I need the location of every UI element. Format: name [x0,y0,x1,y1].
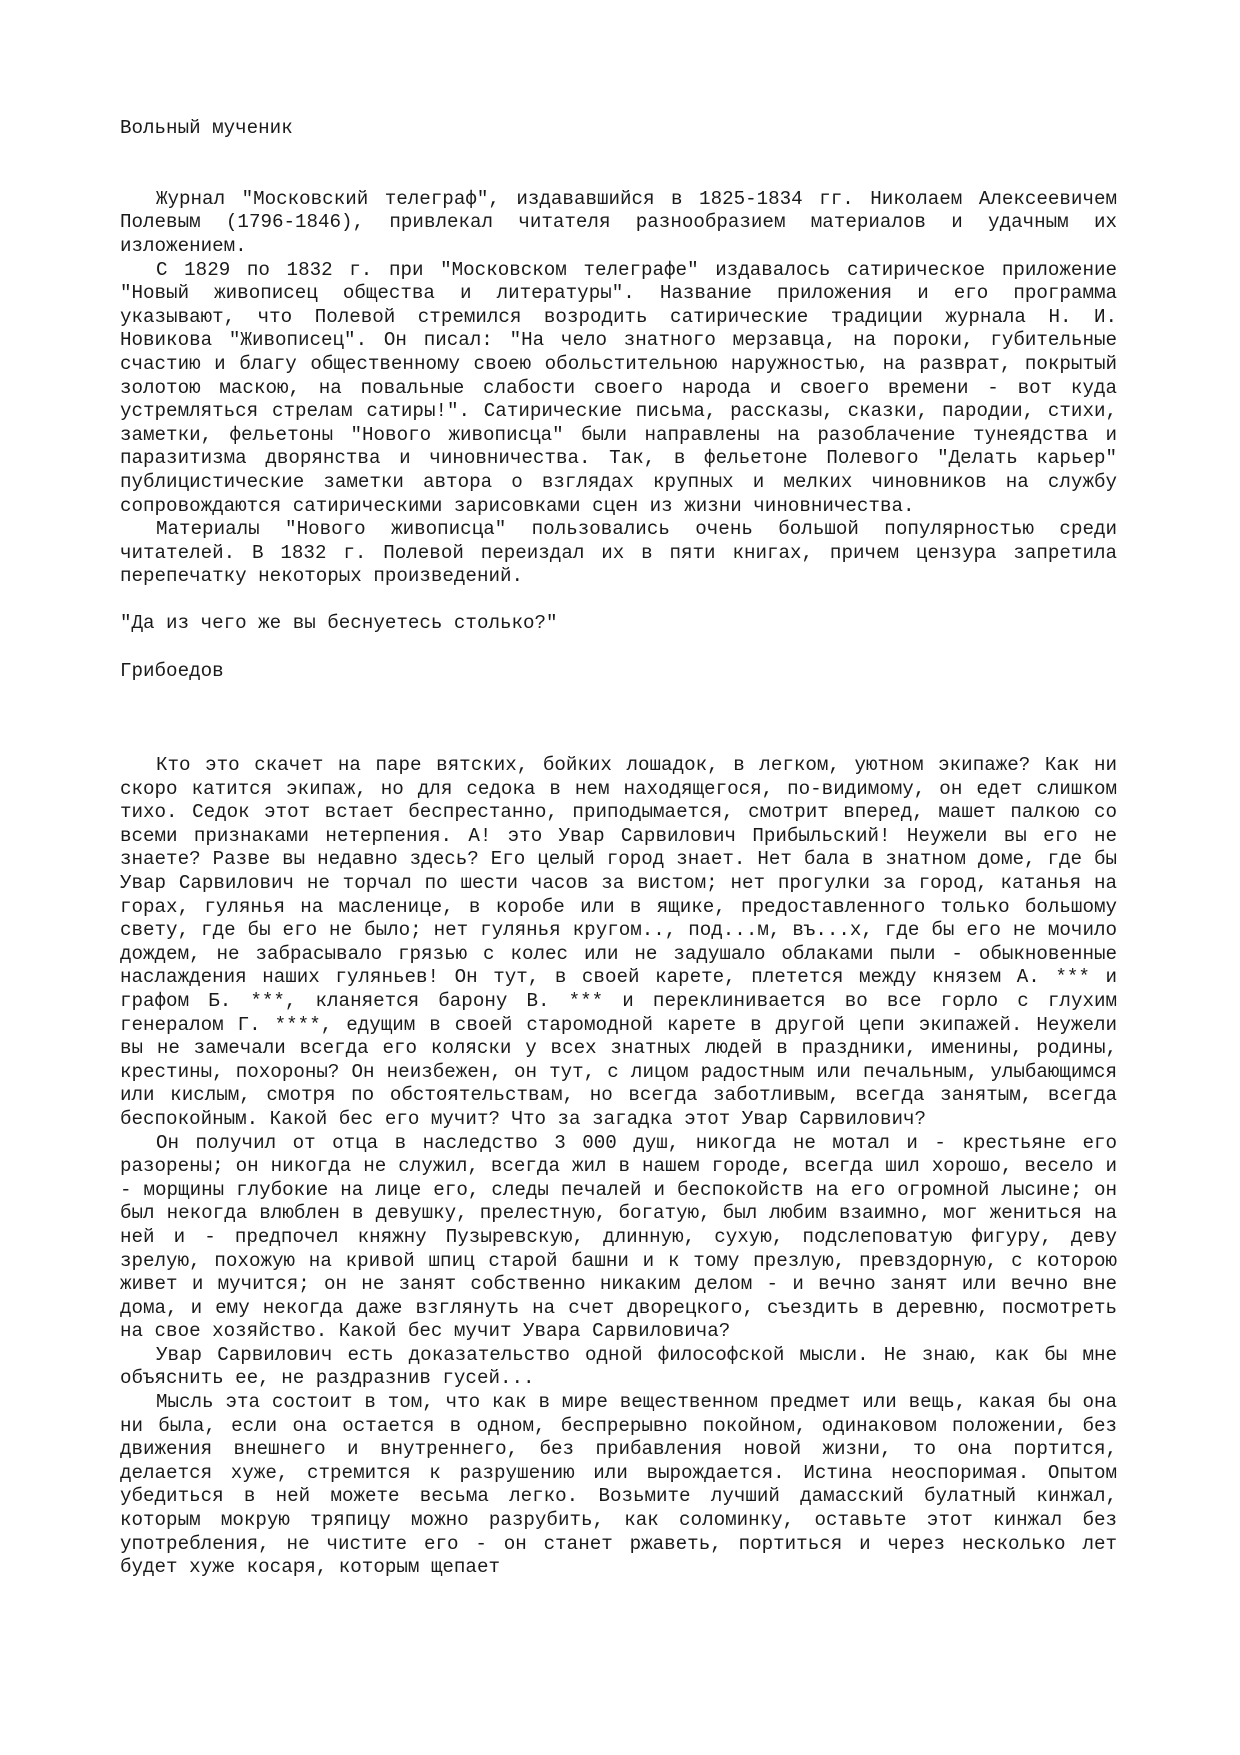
body-paragraph: Он получил от отца в наследство 3 000 душ, никогда не мотал и - крестьяне его разорены; он никогда не служил, всегда жил в нашем городе, всегда шил хорошо, весело и - морщины глубокие на лице его, следы печалей и беспокойств на его огромной лысине; он был некогда влюблен в девушку, прелестную, богатую, был любим взаимно, мог жениться на ней и - предпочел княжну Пузыревскую, длинную, сухую, подслеповатую фигуру, деву зрелую, похожую на кривой шпиц старой башни и к тому презлую, превздорную, с которою живет и мучится; он не занят собственно никаким делом - и вечно занят или вечно вне дома, и ему некогда даже взглянуть на счет дворецкого, съездить в деревню, посмотреть на свое хозяйство. Какой бес мучит Увара Сарвиловича? [120,1131,1117,1343]
spacer [120,636,1117,660]
spacer [120,683,1117,754]
body-paragraph: Увар Сарвилович есть доказательство одной философской мысли. Не знаю, как бы мне объяснить ее, не раздразнив гусей... [120,1343,1117,1390]
epigraph-author: Грибоедов [120,659,224,682]
spacer [120,589,1117,613]
intro-paragraph: Материалы "Нового живописца" пользовались очень большой популярностью среди читателей. В 1832 г. Полевой переиздал их в пяти книгах, причем цензура запретила перепечатку некоторых произведений. [120,518,1117,588]
document-content [120,117,1117,1580]
epigraph: "Да из чего же вы беснуетесь столько?" [120,612,558,635]
intro-paragraph: С 1829 по 1832 г. при "Московском телеграфе" издавалось сатирическое приложение "Новый живописец общества и литературы". Название приложения и его программа указывают, что Полевой стремился возродить сатирические традиции журнала Н. И. Новикова "Живописец". Он писал: "На чело знатного мерзавца, на пороки, губительные счастию и благу общественному своею обольстительною наружностью, на разврат, покрытый золотою маскою, на повальные слабости своего народа и своего времени - вот куда устремляться стрелам сатиры!". Сатирические письма, рассказы, сказки, пародии, стихи, заметки, фельетоны "Нового живописца" были направлены на разоблачение тунеядства и паразитизма дворянства и чиновничества. Так, в фельетоне Полевого "Делать карьер" публицистические заметки автора о взглядах крупных и мелких чиновников на службу сопровождаются сатирическими зарисовками сцен из жизни чиновничества. [120,258,1117,517]
body-paragraph: Мысль эта состоит в том, что как в мире вещественном предмет или вещь, какая бы она ни была, если она остается в одном, беспрерывно покойном, одинаковом положении, без движения внешнего и внутреннего, без прибавления новой жизни, то она портится, делается хуже, стремится к разрушению или вырождается. Истина неоспоримая. Опытом убедиться в ней можете весьма легко. Возьмите лучший дамасский булатный кинжал, которым мокрую тряпицу можно разрубить, как соломинку, оставьте этот кинжал без употребления, не чистите его - он станет ржаветь, портиться и через несколько лет будет хуже косаря, которым щепает [120,1391,1117,1579]
document-title: Вольный мученик [120,117,293,139]
spacer [120,141,1117,188]
intro-paragraph: Журнал "Московский телеграф", издававшийся в 1825-1834 гг. Николаем Алексеевичем Полевым (1796-1846), привлекал читателя разнообразием материалов и удачным их изложением. [120,187,1117,257]
body-paragraph: Кто это скачет на паре вятских, бойких лошадок, в легком, уютном экипаже? Как ни скоро катится экипаж, но для седока в нем находящегося, по-видимому, он едет слишком тихо. Седок этот встает беспрестанно, приподымается, смотрит вперед, машет палкою со всеми признаками нетерпения. А! это Увар Сарвилович Прибыльский! Неужели вы его не знаете? Разве вы недавно здесь? Его целый город знает. Нет бала в знатном доме, где бы Увар Сарвилович не торчал по шести часов за вистом; нет прогулки за город, катанья на горах, гулянья на масленице, в коробе или в ящике, предоставленного только большому свету, где бы его не было; нет гулянья кругом.., под...м, въ...х, где бы его не мочило дождем, не забрасывало грязью с колес или не задушало облаками пыли - обыкновенные наслаждения наших гуляньев! Он тут, в своей карете, плетется между князем А. *** и графом Б. ***, кланяется барону В. *** и переклинивается во все горло с глухим генералом Г. ****, едущим в своей старомодной карете в другой цепи экипажей. Неужели вы не замечали всегда его коляски у всех знатных людей в праздники, именины, родины, крестины, похороны? Он неизбежен, он тут, с лицом радостным или печальным, улыбающимся или кислым, смотря по обстоятельствам, но всегда заботливым, всегда занятым, всегда беспокойным. Какой бес его мучит? Что за загадка этот Увар Сарвилович? [120,754,1117,1130]
